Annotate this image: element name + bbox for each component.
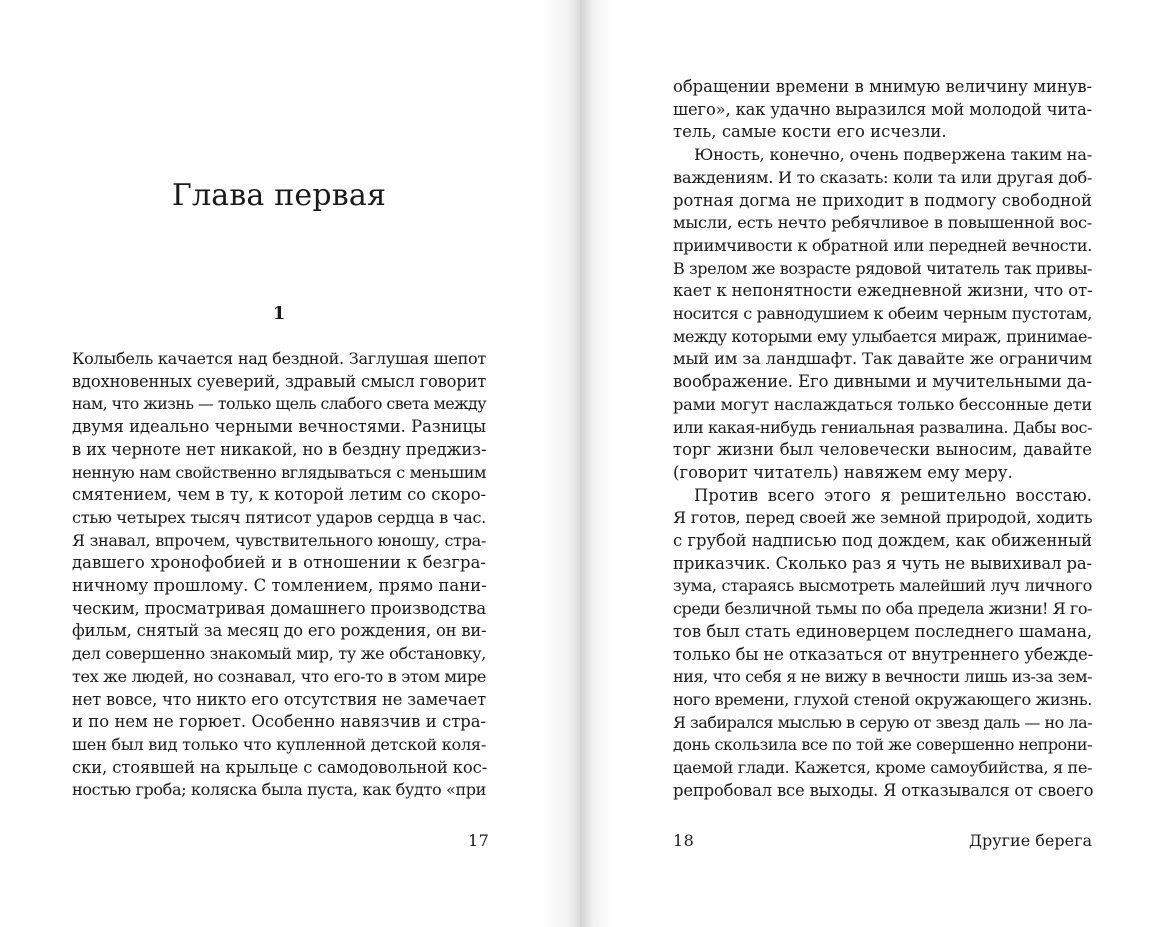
text-line: фильм, снятый за месяц до его рождения, он ви-: [72, 621, 487, 641]
text-line: нет вовсе, что никто его отсутствия не замечает: [72, 689, 486, 709]
text-line: между которыми ему улыбается мираж, принимае-: [673, 326, 1092, 346]
text-line: ния, что себя я не вижу в вечности лишь из-за зем-: [673, 667, 1092, 687]
text-line: ностью гроба; коляска была пуста, как будто «при: [72, 780, 486, 800]
text-line: приказчик. Сколько раз я чуть не вывихивал ра-: [673, 553, 1092, 573]
text-line: двумя идеально черными вечностями. Разницы: [72, 417, 486, 437]
text-line: репробовал все выходы. Я отказывался от своего: [673, 780, 1094, 800]
running-head: Другие берега: [969, 831, 1092, 850]
chapter-title: Глава первая: [171, 178, 387, 213]
text-line: ненную нам свойственно вглядываться с меньшим: [72, 462, 486, 482]
text-line: вдохновенных суеверий, здравый смысл говорит: [72, 371, 487, 391]
left-page: [0, 0, 580, 927]
left-page-text: [72, 348, 486, 802]
right-page-text: [673, 76, 1092, 803]
text-line: ротная догма не приходит в подмогу свободной: [673, 190, 1092, 210]
text-line: тов был стать единоверцем последнего шамана,: [673, 621, 1092, 641]
text-line: носится с равнодушием к обеим черным пустотам,: [673, 304, 1092, 324]
page-number: 18: [673, 831, 695, 850]
text-line: ничному прошлому. С томлением, прямо пани-: [72, 576, 487, 596]
gutter-shadow: [540, 0, 580, 927]
text-line: важдениям. И то сказать: коли та или другая доб-: [673, 167, 1093, 187]
text-line: В зрелом же возрасте рядовой читатель так привы-: [673, 258, 1092, 278]
text-line: шего», как удачно выразился мой молодой чита-: [673, 99, 1092, 119]
text-line: только бы не отказаться от внутреннего убежде-: [673, 644, 1093, 664]
text-line: шен был вид только что купленной детской коля-: [72, 734, 486, 754]
text-line: и по нем не горюет. Особенно навязчив и стра-: [72, 712, 486, 732]
text-line: Я забирался мыслью в серую от звезд даль — но ла-: [673, 712, 1092, 732]
text-line: дел совершенно знакомый мир, ту же обстановку,: [72, 644, 486, 664]
text-line: давшего хронофобией и в отношении к безгра-: [72, 553, 486, 573]
text-line: ческим, просматривая домашнего производства: [72, 598, 486, 618]
text-line: обращении времени в мнимую величину минув-: [673, 77, 1092, 96]
text-line: Юность, конечно, очень подвержена таким на-: [694, 145, 1093, 165]
text-line: или какая-нибудь гениальная развалина. Дабы вос-: [673, 417, 1092, 437]
text-line: в их черноте нет никакой, но в бездну преджиз-: [72, 439, 487, 459]
text-line: тех же людей, но сознавал, что его-то в этом мире: [72, 666, 486, 686]
text-line: торг жизни был человечески выносим, давайте: [673, 440, 1092, 460]
text-line: нам, что жизнь — только щель слабого света между: [72, 394, 486, 414]
text-line: смятением, чем в ту, к которой летим со скоро-: [72, 485, 486, 505]
text-line: Колыбель качается над бездной. Заглушая шепот: [72, 349, 486, 368]
text-line: мый им за ландшафт. Так давайте же ограничим: [673, 349, 1092, 369]
text-line: приимчивости к обратной или передней вечности.: [673, 235, 1092, 255]
text-line: (говорит читатель) навяжем ему меру.: [673, 462, 1013, 482]
text-line: зума, стараясь высмотреть малейший луч личного: [673, 576, 1092, 596]
section-number: 1: [272, 303, 286, 324]
text-line: рами могут наслаждаться только бессонные дети: [673, 394, 1092, 414]
text-line: тель, самые кости его исчезли.: [673, 122, 947, 142]
text-line: воображение. Его дивными и мучительными да-: [673, 372, 1092, 392]
text-line: кает к непонятности ежедневной жизни, что от-: [673, 281, 1093, 301]
text-line: среди безличной тьмы по оба предела жизни! Я го-: [673, 599, 1092, 619]
text-line: мысли, есть нечто ребячливое в повышенной вос-: [673, 213, 1092, 233]
text-line: цаемой глади. Кажется, кроме самоубийства, я пе-: [673, 758, 1092, 778]
text-line: ски, стоявшей на крыльце с самодовольной кос-: [72, 757, 488, 777]
text-line: Я готов, перед своей же земной природой, ходить: [673, 508, 1093, 528]
text-line: ного времени, глухой стеной окружающего жизнь.: [673, 689, 1092, 709]
text-line: Я знавал, впрочем, чувствительного юношу, стра-: [72, 530, 486, 550]
text-line: донь скользила все по той же совершенно непрони-: [673, 735, 1092, 755]
gutter-shadow: [580, 0, 614, 927]
page-number: 17: [468, 831, 490, 850]
text-line: с грубой надписью под дождем, как обиженный: [673, 531, 1092, 551]
text-line: стью четырех тысяч пятисот ударов сердца в час.: [72, 507, 486, 527]
text-line: Против всего этого я решительно восстаю.: [694, 485, 1092, 505]
